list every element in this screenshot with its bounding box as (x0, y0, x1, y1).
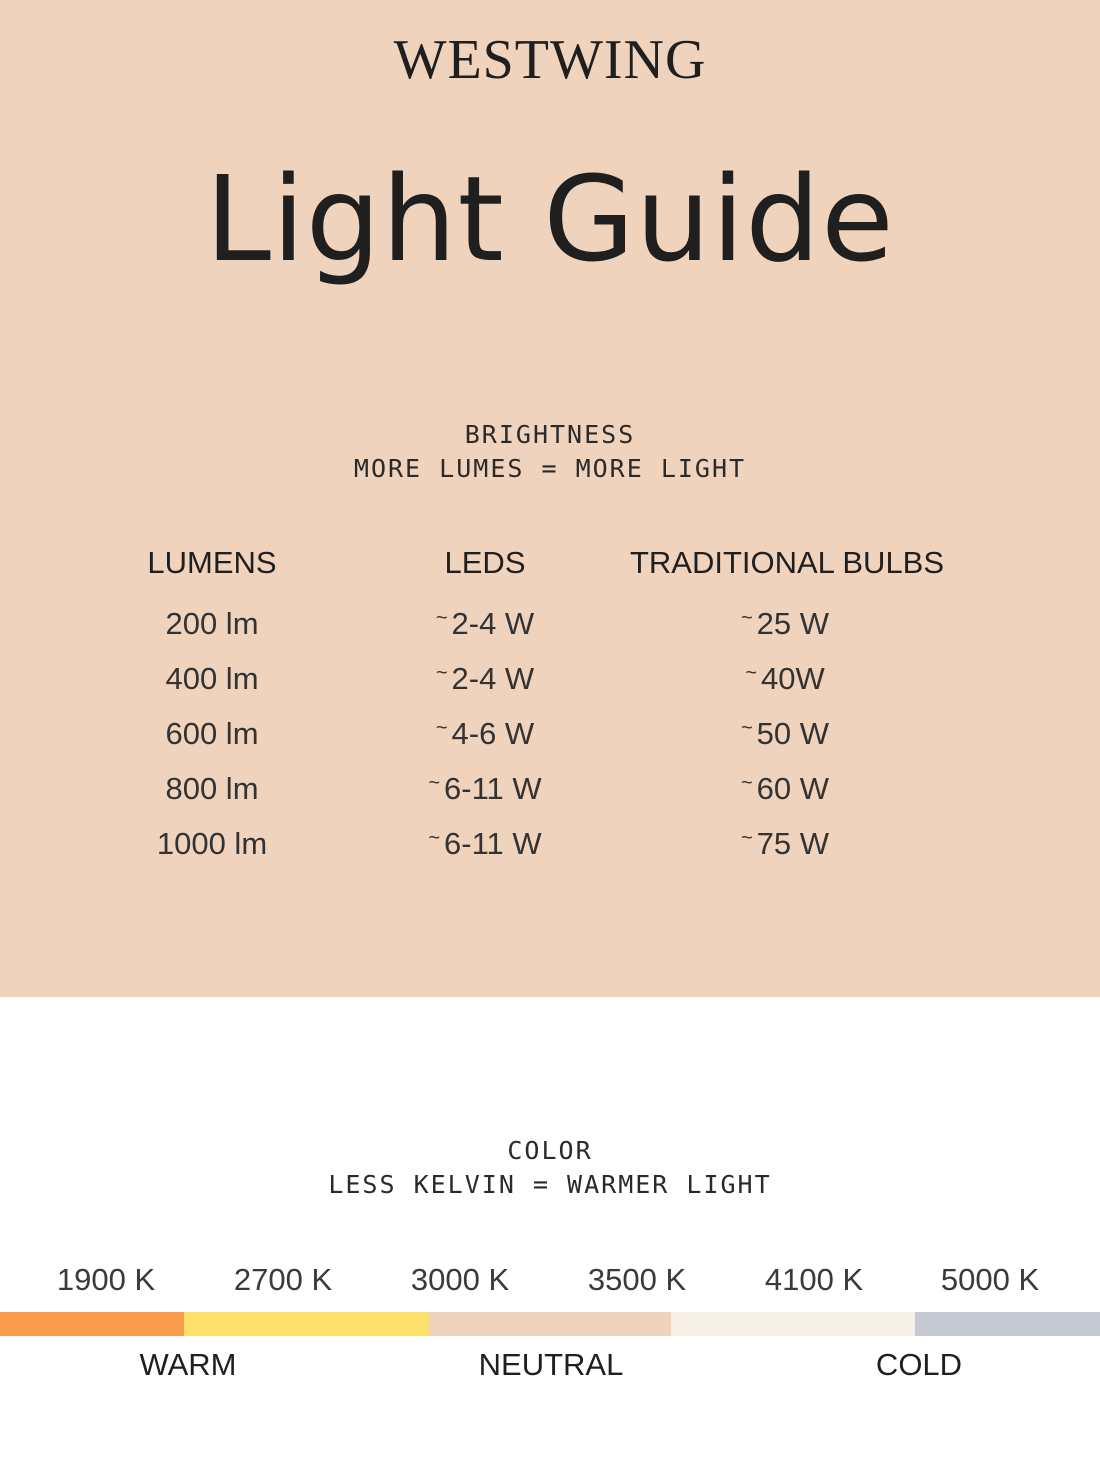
kelvin-value: 5000 K (940, 1262, 1040, 1297)
warm-label: WARM (139, 1347, 237, 1382)
led-wattage-value (428, 826, 541, 862)
color-heading (0, 1134, 1100, 1202)
approx-symbol: ~ (428, 772, 441, 794)
kelvin-value: 2700 K (233, 1262, 333, 1297)
cold-grey-segment (915, 1312, 1100, 1336)
brightness-subtitle: MORE LUMES = MORE LIGHT (353, 454, 747, 483)
neutral-peach-segment (429, 1312, 671, 1336)
bulb-wattage-value (741, 606, 829, 642)
led-wattage-value (436, 716, 534, 752)
lumens-value: 800 lm (165, 771, 259, 806)
page-title: Light Guide (205, 150, 895, 288)
warm-yellow-segment (184, 1312, 429, 1336)
approx-symbol: ~ (740, 607, 753, 629)
column-header-leds: LEDS (444, 545, 526, 580)
color-subtitle: LESS KELVIN = WARMER LIGHT (328, 1170, 772, 1199)
leds-value-text: 2-4 W (451, 606, 535, 641)
approx-symbol: ~ (740, 772, 753, 794)
approx-symbol: ~ (435, 662, 448, 684)
led-wattage-value (436, 606, 534, 642)
kelvin-value: 4100 K (764, 1262, 864, 1297)
brightness-title: BRIGHTNESS (464, 420, 636, 449)
bulb-wattage-value (741, 826, 829, 862)
neutral-label: NEUTRAL (478, 1347, 624, 1382)
approx-symbol: ~ (740, 717, 753, 739)
approx-symbol: ~ (435, 717, 448, 739)
approx-symbol: ~ (745, 662, 757, 684)
approx-symbol: ~ (428, 827, 441, 849)
bulbs-value-text: 75 W (756, 826, 830, 861)
bulb-wattage-value (741, 716, 829, 752)
leds-value-text: 2-4 W (451, 661, 535, 696)
kelvin-value: 1900 K (56, 1262, 156, 1297)
leds-value-text: 4-6 W (451, 716, 535, 751)
warm-orange-segment (0, 1312, 184, 1336)
bulbs-value-text: 50 W (756, 716, 830, 751)
bulbs-value-text: 60 W (756, 771, 830, 806)
brand-logo: WESTWING (393, 29, 707, 91)
column-header-lumens: LUMENS (147, 545, 277, 580)
led-wattage-value (436, 661, 534, 697)
color-title: COLOR (507, 1136, 593, 1165)
lumens-value: 1000 lm (156, 826, 268, 861)
brightness-heading (0, 418, 1100, 486)
bulb-wattage-value (741, 771, 829, 807)
lumens-value: 600 lm (165, 716, 259, 751)
leds-value-text: 6-11 W (444, 826, 542, 861)
approx-symbol: ~ (740, 827, 753, 849)
kelvin-value: 3500 K (587, 1262, 687, 1297)
bulbs-value-text: 40W (760, 661, 825, 696)
cold-label: COLD (875, 1347, 963, 1382)
bulb-wattage-value (745, 661, 824, 697)
neutral-cream-segment (671, 1312, 915, 1336)
leds-value-text: 6-11 W (444, 771, 542, 806)
lumens-value: 400 lm (165, 661, 259, 696)
column-header-traditional-bulbs: TRADITIONAL BULBS (629, 545, 945, 580)
approx-symbol: ~ (435, 607, 448, 629)
lumens-value: 200 lm (165, 606, 259, 641)
kelvin-value: 3000 K (410, 1262, 510, 1297)
bulbs-value-text: 25 W (756, 606, 830, 641)
led-wattage-value (428, 771, 541, 807)
